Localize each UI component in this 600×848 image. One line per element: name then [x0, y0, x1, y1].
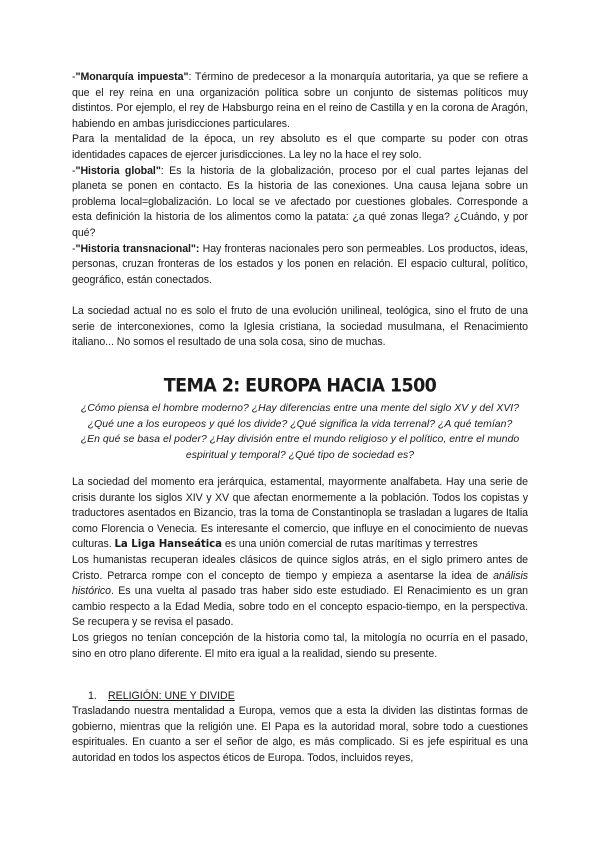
- paragraph-text: es una unión comercial de rutas marítimas y terrestres: [221, 538, 478, 551]
- definition-text: Hay fronteras nacionales pero son permeables. Los productos, ideas, personas, cruzan fronteras de los estados y los ponen en relación. El espacio cultural, político, geográfico, están conectados.: [72, 242, 528, 286]
- definition-historia-transnacional: [72, 242, 528, 289]
- paragraph-mentalidad: Para la mentalidad de la época, un rey absoluto es el que comparte su poder con otras identidades capaces de ejercer jurisdicciones. La ley no la hace el rey solo.: [72, 133, 528, 161]
- bullet-dash: -: [72, 164, 76, 177]
- definitions-block: [72, 70, 528, 351]
- subsection-label: RELIGIÓN: UNE Y DIVIDE: [108, 690, 235, 702]
- paragraph-religion: Trasladando nuestra mentalidad a Europa, vemos que a esta la dividen las distintas formas de gobierno, mientras que la religión une. El Papa es la autoridad moral, sobre todo a cuestiones espirituales. En cuanto a ser el señor de algo, es más complicado. Si es jefe espiritual es una autoridad en todos los aspectos éticos de Europa. Todos, incluidos reyes,: [72, 705, 528, 764]
- term-monarquia-impuesta: "Monarquía impuesta": [75, 71, 189, 83]
- definition-historia-global: [72, 164, 528, 242]
- subsection-heading: [88, 689, 235, 705]
- term-historia-global: "Historia global": [75, 164, 161, 177]
- paragraph-sociedad-actual: La sociedad actual no es solo el fruto de una evolución unilineal, teológica, sino el fruto de una serie de interconexiones, como la Iglesia cristiana, la sociedad musulmana, el Renacimiento italiano... No somos el resultado de una sola cosa, sino de muchas.: [72, 304, 528, 349]
- blank-line: [72, 288, 528, 304]
- paragraph-sociedad-momento: [72, 475, 528, 553]
- tema2-body: [72, 475, 528, 662]
- religion-body: [72, 704, 528, 766]
- guiding-questions: ¿Cómo piensa el hombre moderno? ¿Hay diferencias entre una mente del siglo XV y del XVI? ¿Qué une a los europeos y qué los divide? ¿Qué significa la vida terrenal? ¿A qué temían? ¿En qué se basa el poder? ¿Hay división entre el mundo religioso y el político, entre el mundo espiritual y temporal? ¿Qué tipo de sociedad es?: [80, 403, 520, 461]
- bullet-dash: -: [72, 242, 76, 255]
- term-liga-hanseatica: La Liga Hanseática: [114, 539, 222, 551]
- definition-monarquia-impuesta: [72, 70, 528, 132]
- paragraph-text: . Es una vuelta al pasado tras haber sido este estudiado. El Renacimiento es un gran cambio respecto a la Edad Media, sobre todo en el concepto espacio-tiempo, en la perspectiva. Se recupera y se revisa el pasado.: [72, 585, 528, 629]
- paragraph-humanistas: [72, 553, 528, 631]
- definition-text: : Término de predecesor a la monarquía autoritaria, ya que se refiere a que el rey reina en una organización política sobre un conjunto de sistemas políticos muy distintos. Por ejemplo, el rey de Habsburgo reina en el reino de Castilla y en la corona de Aragón, habiendo en ambas jurisdicciones particulares.: [72, 71, 529, 130]
- paragraph-griegos: Los griegos no tenían concepción de la historia como tal, la mitología no ocurría en el pasado, sino en otro plano diferente. El mito era igual a la realidad, siendo su presente.: [72, 631, 528, 660]
- paragraph-text: Los humanistas recuperan ideales clásicos de quince siglos atrás, en el siglo primero antes de Cristo. Petrarca rompe con el concepto de tiempo y empieza a asentarse la idea de: [72, 553, 528, 582]
- paragraph-text: La sociedad del momento era jerárquica, estamental, mayormente analfabeta. Hay una serie de crisis durante los siglos XIV y XV que afectan enormemente a la población. Todos los copistas y traductores asentados en Bizancio, tras la toma de Constantinopla se trasladan a lugares de Italia como Florencia o Venecia. Es interesante el comercio, que influye en el conocimiento de nuevas culturas.: [72, 476, 528, 551]
- bullet-dash: -: [72, 71, 76, 83]
- section-title: TEMA 2: EUROPA HACIA 1500: [163, 375, 437, 397]
- term-historia-transnacional: "Historia transnacional":: [75, 242, 200, 255]
- definition-text: : Es la historia de la globalización, proceso por el cual partes lejanas del planeta se ponen en contacto. Es la historia de las conexiones. Una causa lejana sobre un problema local=globalización. Lo local se ve afectado por cuestiones globales. Corresponde a esta definición la historia de los alimentos como la patata: ¿a qué zonas llega? ¿Cuándo, y por qué?: [72, 164, 528, 239]
- subsection-number: 1.: [88, 690, 97, 702]
- term-analisis-historico: análisis histórico: [72, 569, 528, 598]
